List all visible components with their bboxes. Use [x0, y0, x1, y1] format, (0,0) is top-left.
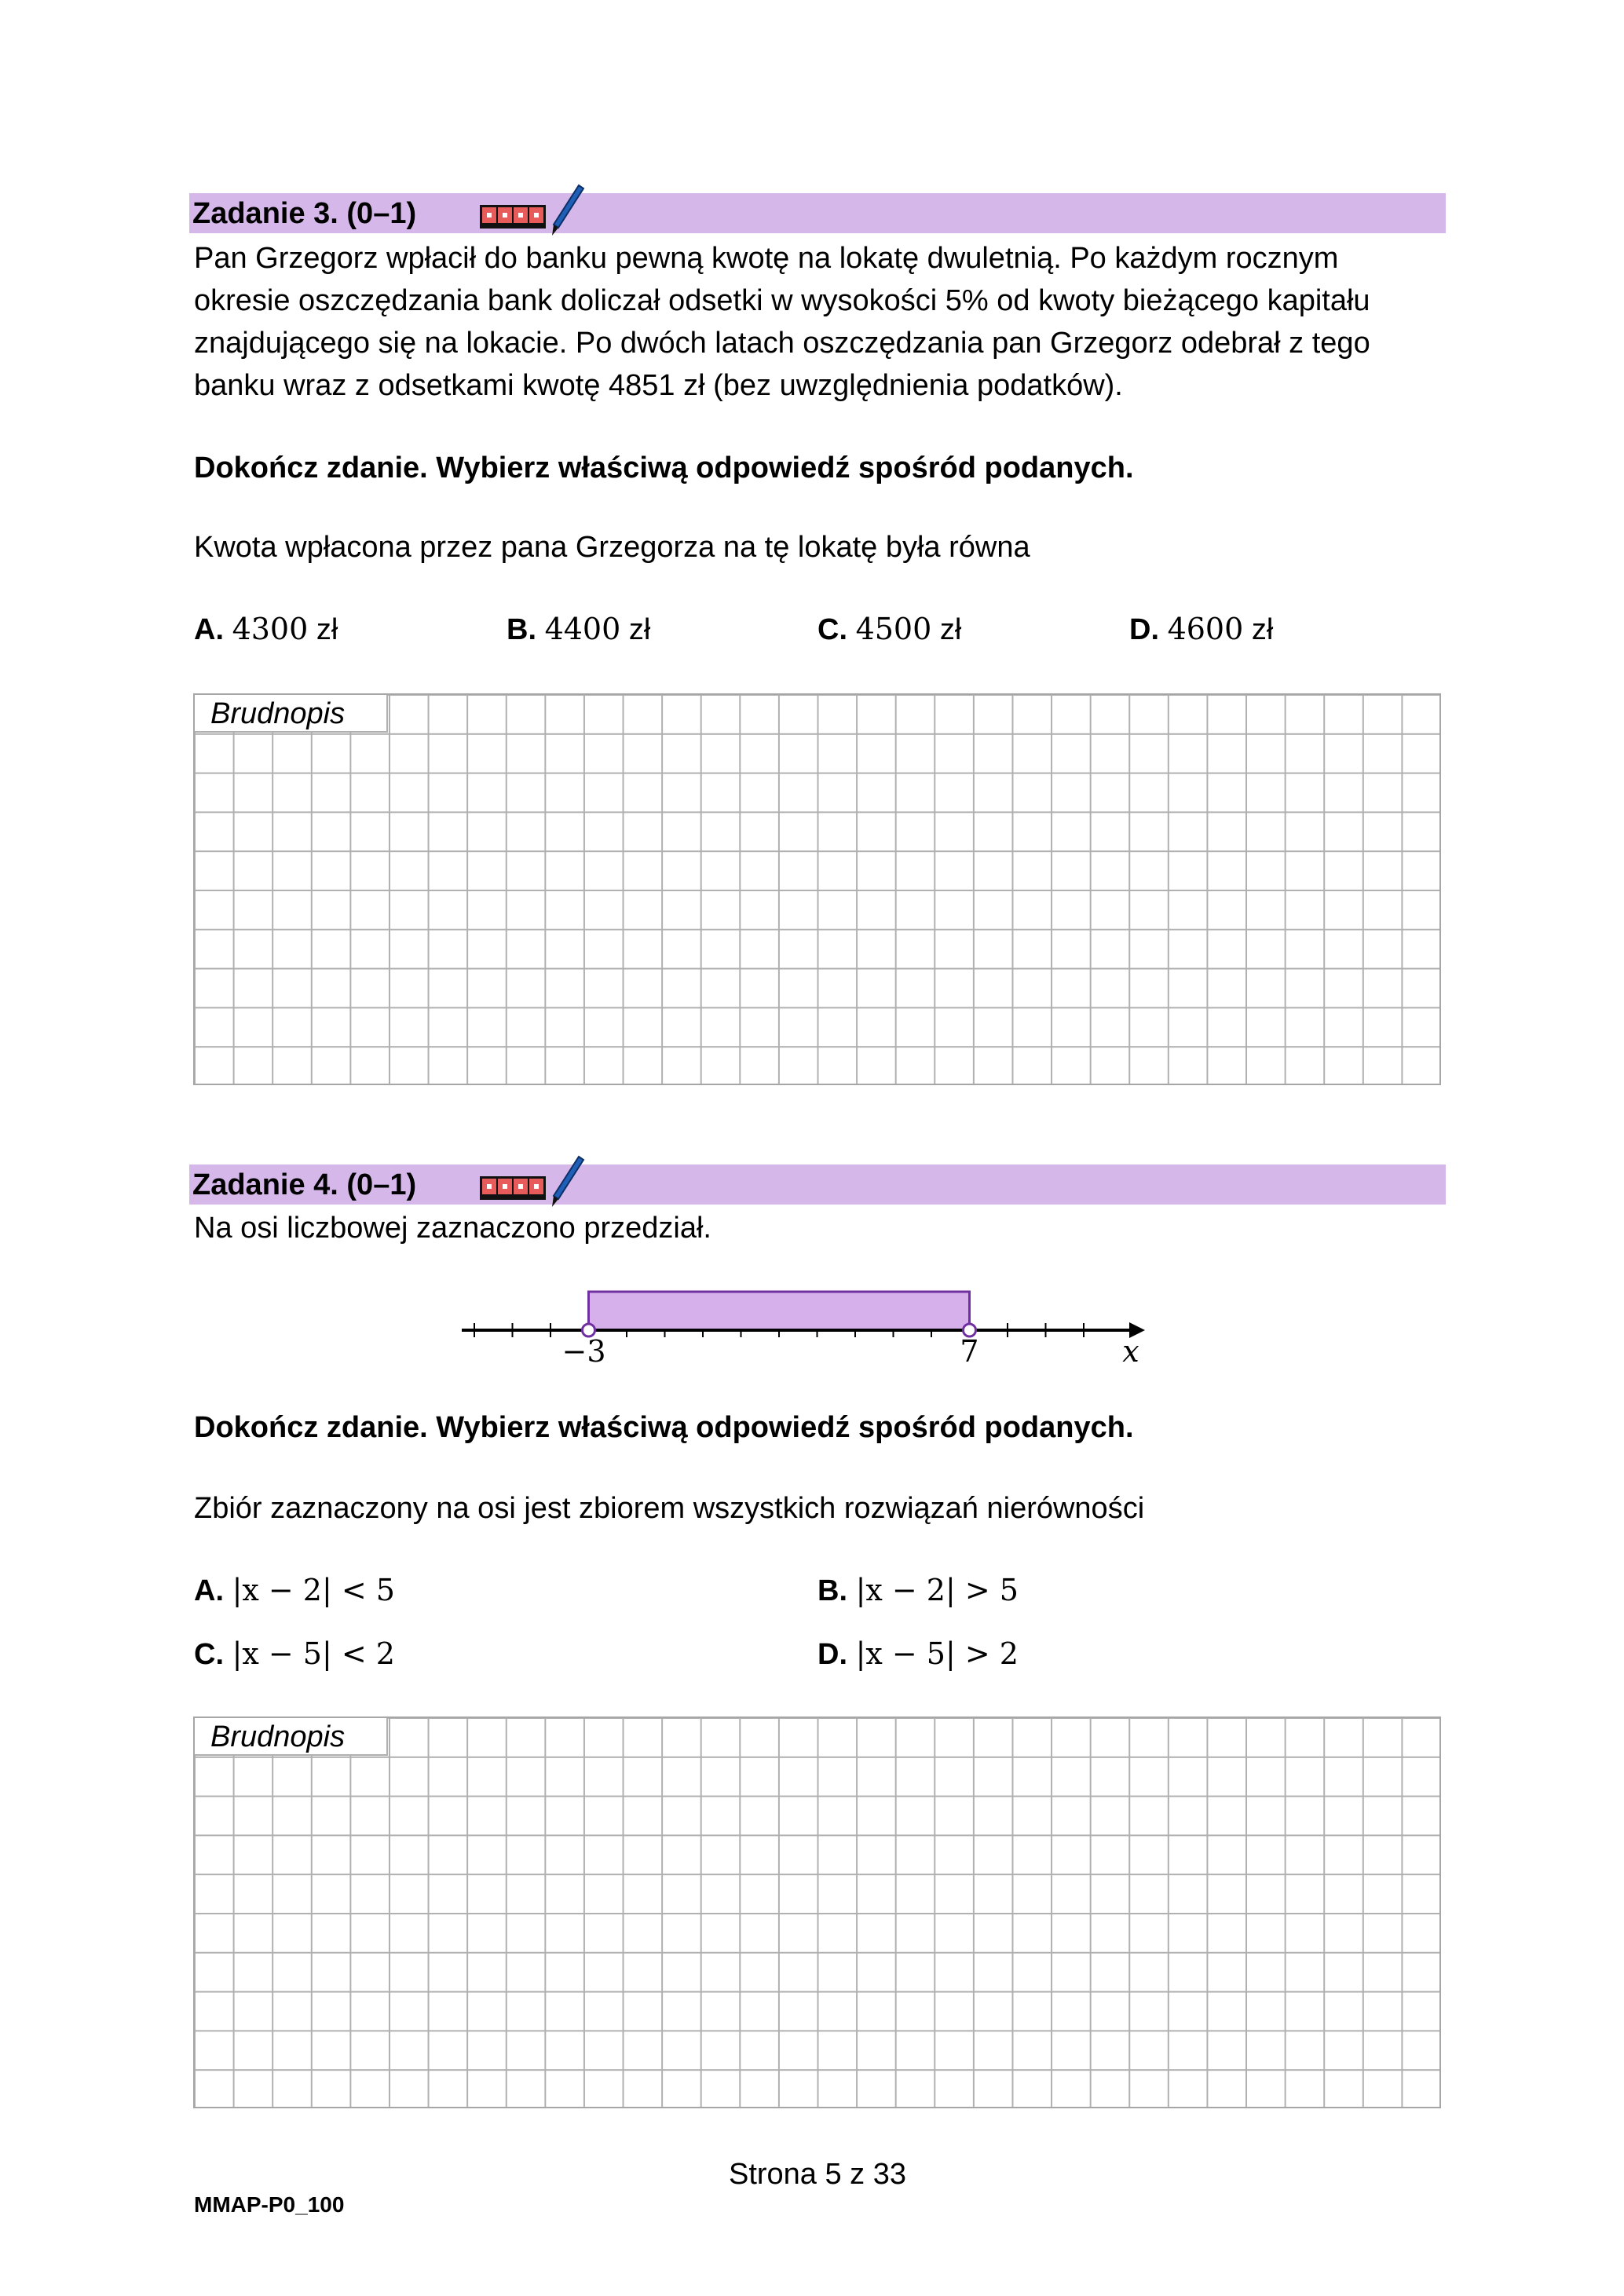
- paragraph-line: Pan Grzegorz wpłacił do banku pewną kwotę na lokatę dwuletnią. Po każdym rocznym: [194, 242, 1339, 275]
- option-letter: A.: [194, 1574, 224, 1607]
- option-letter: C.: [817, 613, 847, 646]
- pen-icon: [547, 184, 587, 239]
- label-minus-3: −3: [561, 1334, 606, 1369]
- option-value: 4600: [1167, 612, 1244, 646]
- option-unit: zł: [1243, 613, 1274, 646]
- paragraph-line: znajdującego się na lokacie. Po dwóch latach oszczędzania pan Grzegorz odebrał z tego: [194, 327, 1370, 360]
- option-unit: zł: [620, 613, 651, 646]
- option-letter: B.: [507, 613, 536, 646]
- option-letter: B.: [817, 1574, 847, 1607]
- task-3-stem: Kwota wpłacona przez pana Grzegorza na tę lokatę była równa: [194, 531, 1030, 564]
- task-4-option-d[interactable]: [817, 1636, 1019, 1672]
- option-value: 4400: [544, 612, 621, 646]
- scratchpad-label: [195, 1718, 388, 1756]
- task-3-instruction: Dokończ zdanie. Wybierz właściwą odpowiedź spośród podanych.: [194, 452, 1134, 484]
- option-letter: D.: [1129, 613, 1159, 646]
- score-boxes-icon: [480, 1176, 546, 1200]
- option-letter: A.: [194, 613, 224, 646]
- score-boxes-icon: [480, 205, 546, 229]
- axis-label-x: x: [1122, 1334, 1139, 1369]
- label-7: 7: [960, 1334, 979, 1369]
- task-4-intro: Na osi liczbowej zaznaczono przedział.: [194, 1212, 711, 1245]
- paragraph-line: banku wraz z odsetkami kwotę 4851 zł (bez uwzględnienia podatków).: [194, 369, 1123, 402]
- option-unit: zł: [931, 613, 962, 646]
- option-value: 4500: [855, 612, 932, 646]
- page-number: Strona 5 z 33: [728, 2158, 907, 2191]
- pen-icon: [547, 1155, 587, 1210]
- option-unit: zł: [308, 613, 338, 646]
- option-value: |x − 5| > 2: [855, 1636, 1019, 1671]
- interval-fill: [589, 1292, 970, 1330]
- scratchpad-grid-task-3[interactable]: [193, 693, 1441, 1085]
- number-line: [455, 1280, 1162, 1374]
- document-code: MMAP-P0_100: [194, 2192, 345, 2217]
- task-3-title: Zadanie 3. (0–1): [192, 197, 417, 230]
- task-4-title: Zadanie 4. (0–1): [192, 1168, 417, 1201]
- task-3-option-b[interactable]: [507, 612, 650, 647]
- scratchpad-label-text: Brudnopis: [210, 1720, 346, 1753]
- task-4-stem: Zbiór zaznaczony na osi jest zbiorem wszystkich rozwiązań nierówności: [194, 1492, 1145, 1525]
- scratchpad-grid-task-4[interactable]: [193, 1717, 1441, 2108]
- task-4-option-b[interactable]: [817, 1573, 1019, 1608]
- option-value: |x − 2| < 5: [232, 1573, 395, 1607]
- option-letter: D.: [817, 1638, 847, 1671]
- option-value: |x − 5| < 2: [232, 1636, 395, 1671]
- task-4-option-c[interactable]: [194, 1636, 395, 1672]
- option-value: |x − 2| > 5: [855, 1573, 1019, 1607]
- task-3-option-d[interactable]: [1129, 612, 1273, 647]
- task-4-instruction: Dokończ zdanie. Wybierz właściwą odpowiedź spośród podanych.: [194, 1411, 1134, 1444]
- option-value: 4300: [232, 612, 309, 646]
- task-3-header: [189, 193, 1446, 233]
- scratchpad-label: [195, 695, 388, 733]
- task-3-option-a[interactable]: [194, 612, 338, 647]
- scratchpad-label-text: Brudnopis: [210, 697, 346, 730]
- task-4-header: [189, 1164, 1446, 1205]
- task-3-option-c[interactable]: [817, 612, 961, 647]
- option-letter: C.: [194, 1638, 224, 1671]
- paragraph-line: okresie oszczędzania bank doliczał odsetki w wysokości 5% od kwoty bieżącego kapitału: [194, 284, 1370, 317]
- task-3-paragraph: [194, 237, 1450, 407]
- task-4-option-a[interactable]: [194, 1573, 395, 1608]
